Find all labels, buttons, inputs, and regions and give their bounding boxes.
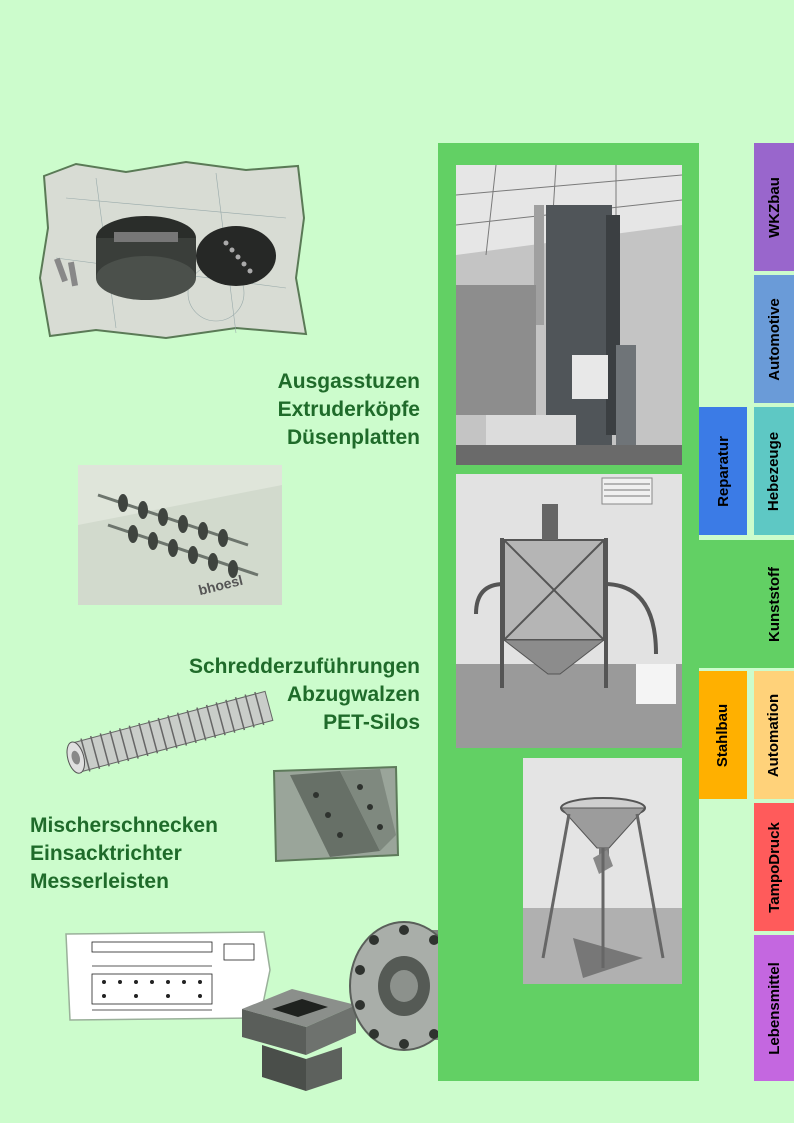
image-shredder-roller <box>60 680 290 780</box>
tab-hebezeuge[interactable] <box>754 407 794 535</box>
heading-ausgasstuzen: Ausgasstuzen <box>277 370 420 393</box>
tab-automation[interactable] <box>754 671 794 799</box>
heading-mischerschnecken: Mischerschnecken <box>30 814 218 837</box>
photo-pet-silo <box>456 474 682 748</box>
tab-reparatur-label: Reparatur <box>714 435 732 507</box>
tab-stahlbau[interactable] <box>699 671 747 799</box>
heading-abzugwalzen: Abzugwalzen <box>286 683 420 706</box>
photo-industrial-silo <box>456 165 682 465</box>
tab-tampodruck-label: TampoDruck <box>765 821 783 913</box>
heading-pet-silos: PET-Silos <box>323 711 420 734</box>
photo-extruder-parts <box>36 158 308 342</box>
heading-duesenplatten: Düsenplatten <box>286 426 420 449</box>
tab-wkzbau[interactable] <box>754 143 794 271</box>
heading-extruderkoepfe: Extruderköpfe <box>277 398 420 421</box>
tab-kunststoff-label: Kunststoff <box>765 566 783 642</box>
tab-tampodruck[interactable] <box>754 803 794 931</box>
heading-einsacktrichter: Einsacktrichter <box>30 842 182 865</box>
tab-wkzbau-label: WKZbau <box>765 176 783 238</box>
heading-messerleisten: Messerleisten <box>30 870 169 893</box>
photo-funnel <box>523 758 682 984</box>
heading-schredderzufuehrungen: Schredderzuführungen <box>188 655 420 678</box>
tab-automation-label: Automation <box>765 693 783 777</box>
image-adapter-block <box>232 985 362 1095</box>
tab-kunststoff[interactable] <box>699 540 794 668</box>
heading-group-1 <box>230 368 420 452</box>
tab-reparatur[interactable] <box>699 407 747 535</box>
tab-stahlbau-label: Stahlbau <box>714 703 732 767</box>
tab-lebensmittel-label: Lebensmittel <box>765 961 783 1055</box>
logo-text: bhoesl <box>196 571 245 599</box>
photo-screws <box>78 465 282 605</box>
tab-automotive-label: Automotive <box>765 297 783 381</box>
tab-automotive[interactable] <box>754 275 794 403</box>
heading-group-3 <box>30 812 290 896</box>
tab-hebezeuge-label: Hebezeuge <box>765 431 783 511</box>
tab-lebensmittel[interactable] <box>754 935 794 1081</box>
